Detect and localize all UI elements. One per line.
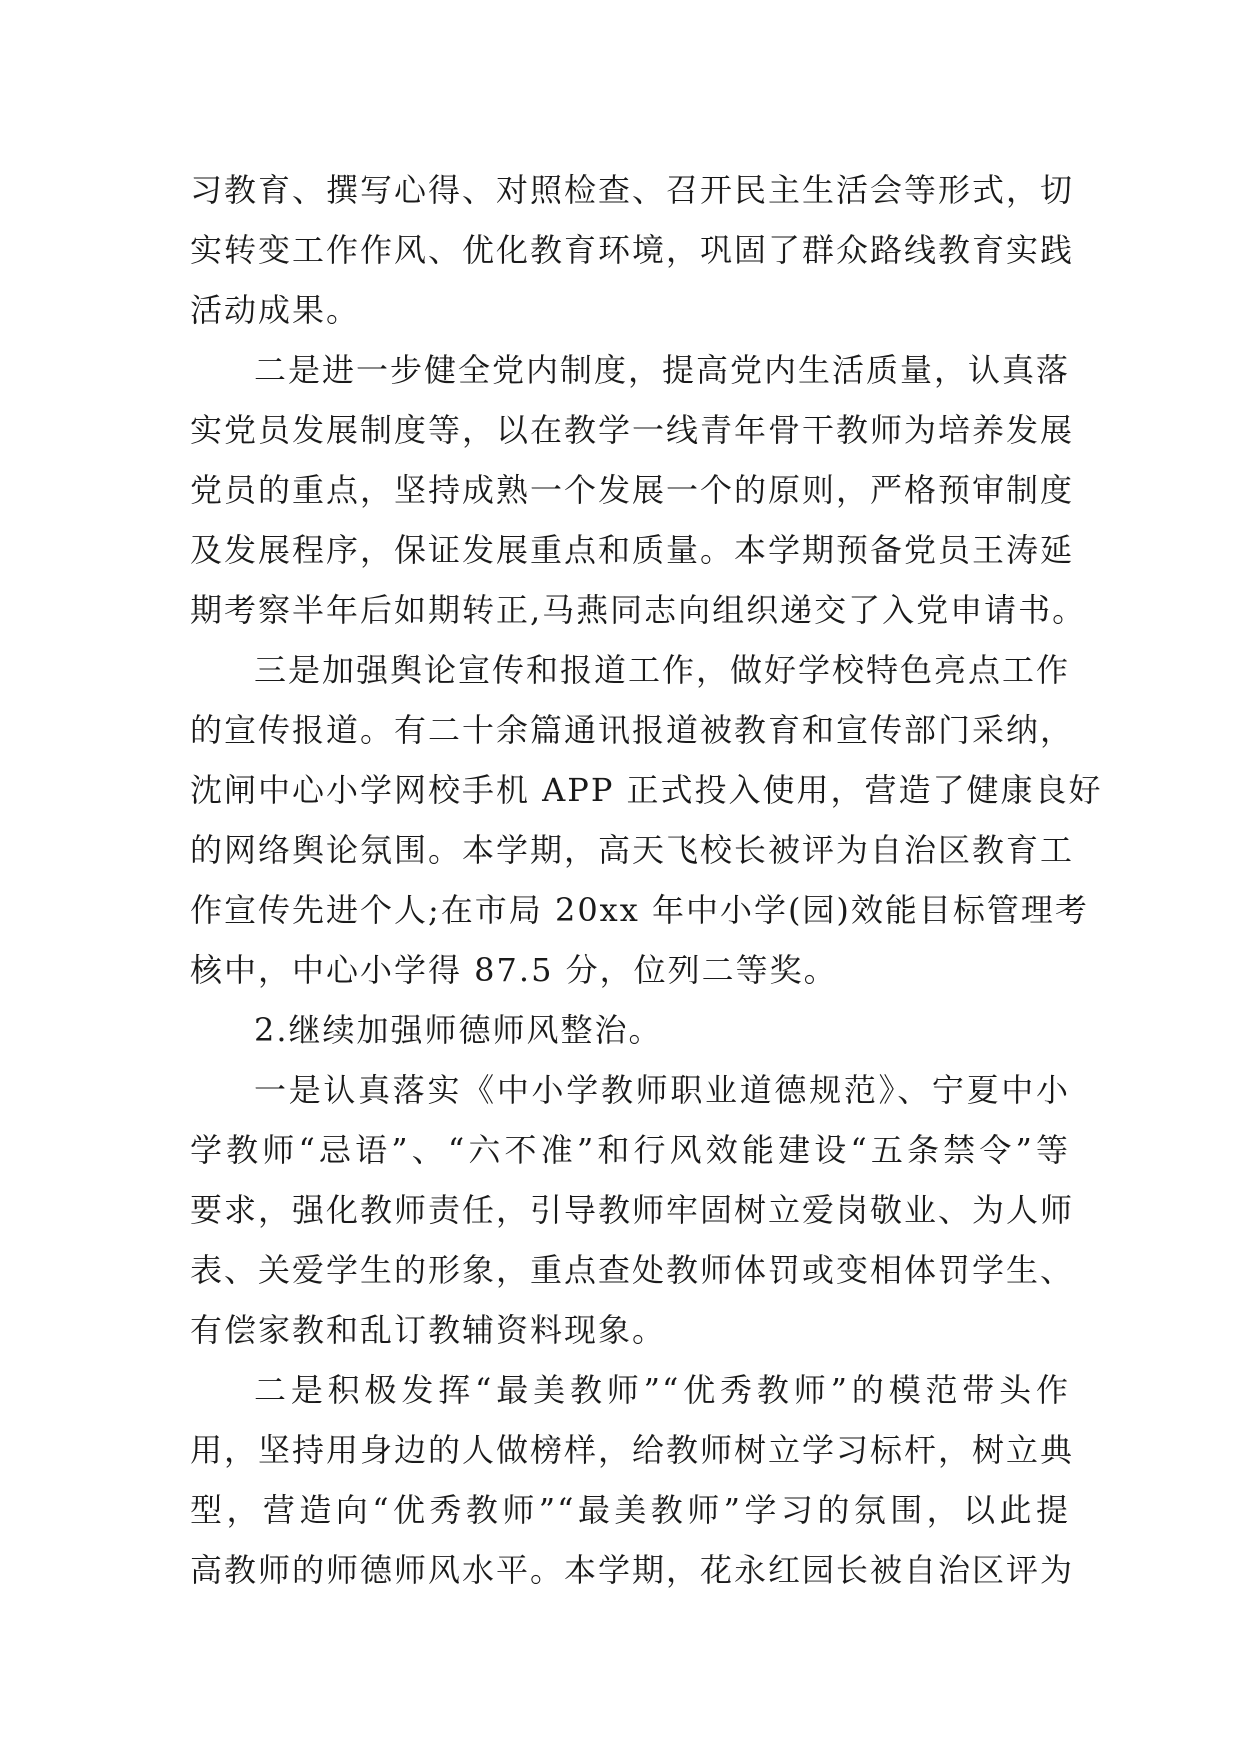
text-line: 的宣传报道。有二十余篇通讯报道被教育和宣传部门采纳， xyxy=(190,711,1075,749)
paragraph-start-line: 二是进一步健全党内制度，提高党内生活质量，认真落 xyxy=(254,351,1071,389)
text-line: 党员的重点，坚持成熟一个发展一个的原则，严格预审制度 xyxy=(190,471,1075,509)
text-line: 习教育、撰写心得、对照检查、召开民主生活会等形式，切 xyxy=(190,171,1075,209)
text-line: 实党员发展制度等，以在教学一线青年骨干教师为培养发展 xyxy=(190,411,1075,449)
text-line: 型，营造向“优秀教师”“最美教师”学习的氛围，以此提 xyxy=(190,1491,1070,1529)
paragraph-start-line: 三是加强舆论宣传和报道工作，做好学校特色亮点工作 xyxy=(254,651,1071,689)
text-line: 要求，强化教师责任，引导教师牢固树立爱岗敬业、为人师 xyxy=(190,1191,1075,1229)
text-line: 的网络舆论氛围。本学期，高天飞校长被评为自治区教育工 xyxy=(190,831,1075,869)
text-line: 沈闸中心小学网校手机 APP 正式投入使用，营造了健康良好 xyxy=(190,771,1103,809)
text-line: 期考察半年后如期转正,马燕同志向组织递交了入党申请书。 xyxy=(190,591,1087,629)
text-line: 及发展程序，保证发展重点和质量。本学期预备党员王涛延 xyxy=(190,531,1075,569)
text-line: 实转变工作作风、优化教育环境，巩固了群众路线教育实践 xyxy=(190,231,1075,269)
document-body xyxy=(190,160,1103,1600)
text-line: 作宣传先进个人;在市局 20xx 年中小学(园)效能目标管理考 xyxy=(190,891,1089,929)
text-line: 用，坚持用身边的人做榜样，给教师树立学习标杆，树立典 xyxy=(190,1431,1075,1469)
text-line: 高教师的师德师风水平。本学期，花永红园长被自治区评为 xyxy=(190,1551,1075,1589)
section-heading: 2.继续加强师德师风整治。 xyxy=(254,1011,663,1049)
paragraph-start-line: 二是积极发挥“最美教师”“优秀教师”的模范带头作 xyxy=(254,1371,1070,1409)
text-line: 核中，中心小学得 87.5 分，位列二等奖。 xyxy=(190,951,838,989)
text-line: 表、关爱学生的形象，重点查处教师体罚或变相体罚学生、 xyxy=(190,1251,1075,1289)
text-line: 学教师“忌语”、“六不准”和行风效能建设“五条禁令”等 xyxy=(190,1131,1070,1169)
text-line: 活动成果。 xyxy=(190,291,361,329)
paragraph-start-line: 一是认真落实《中小学教师职业道德规范》、宁夏中小 xyxy=(254,1071,1070,1109)
text-line: 有偿家教和乱订教辅资料现象。 xyxy=(190,1311,667,1349)
